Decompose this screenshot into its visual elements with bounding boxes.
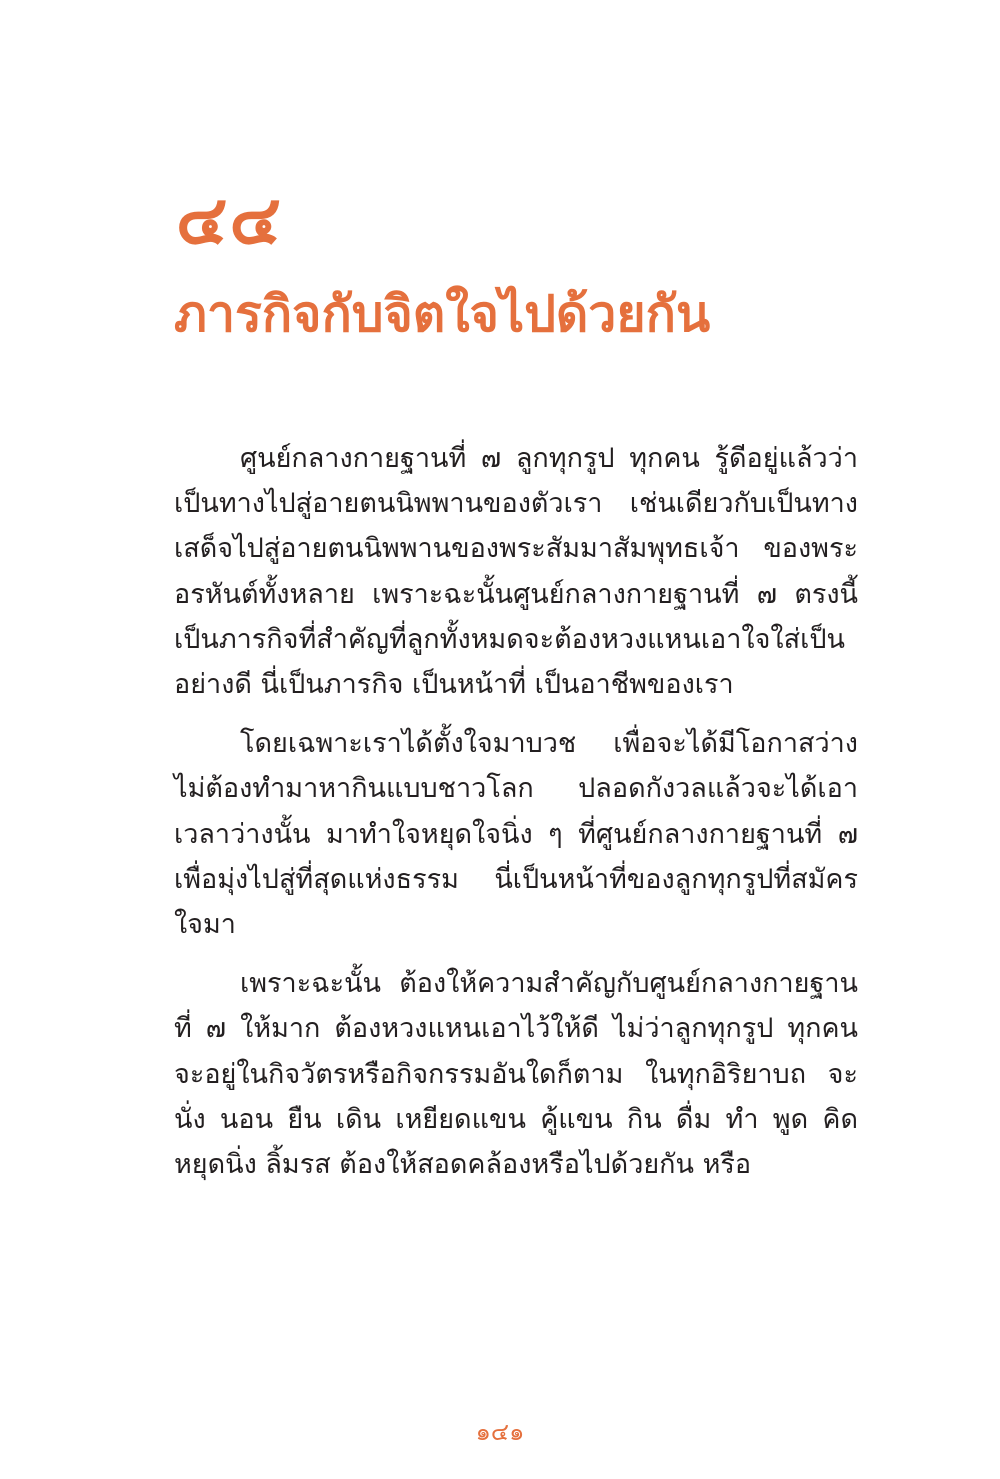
- chapter-title: ภารกิจกับจิตใจไปด้วยกัน: [174, 284, 711, 343]
- paragraph: โดยเฉพาะเราได้ตั้งใจมาบวช เพื่อจะได้มีโอกาสว่างไม่ต้องทำมาหากินแบบชาวโลก ปลอดกังวลแล้วจะได้เอาเวลาว่างนั้น มาทำใจหยุดใจนิ่ง ๆ ที่ศูนย์กลางกายฐานที่ ๗ เพื่อมุ่งไปสู่ที่สุดแห่งธรรม นี่เป็นหน้าที่ของลูกทุกรูปที่สมัครใจมา: [174, 728, 858, 941]
- paragraph: เพราะฉะนั้น ต้องให้ความสำคัญกับศูนย์กลางกายฐานที่ ๗ ให้มาก ต้องหวงแหนเอาไว้ให้ดี ไม่ว่าลูกทุกรูป ทุกคน จะอยู่ในกิจวัตรหรือกิจกรรมอันใดก็ตาม ในทุกอิริยาบถ จะนั่ง นอน ยืน เดิน เหยียดแขน คู้แขน กิน ดื่ม ทำ พูด คิด หยุดนิ่ง ลิ้มรส ต้องให้สอดคล้องหรือไปด้วยกัน หรือ: [174, 968, 858, 1181]
- chapter-number: ๔๔: [176, 180, 283, 260]
- page-number: ๑๔๑: [475, 1418, 525, 1446]
- paragraph: ศูนย์กลางกายฐานที่ ๗ ลูกทุกรูป ทุกคน รู้ดีอยู่แล้วว่าเป็นทางไปสู่อายตนนิพพานของตัวเรา เช่นเดียวกับเป็นทางเสด็จไปสู่อายตนนิพพานของพระสัมมาสัมพุทธเจ้า ของพระอรหันต์ทั้งหลาย เพราะฉะนั้นศูนย์กลางกายฐานที่ ๗ ตรงนี้เป็นภารกิจที่สำคัญที่ลูกทั้งหมดจะต้องหวงแหนเอาใจใส่เป็นอย่างดี นี่เป็นภารกิจ เป็นหน้าที่ เป็นอาชีพของเรา: [174, 443, 858, 701]
- body-text: [174, 436, 858, 1201]
